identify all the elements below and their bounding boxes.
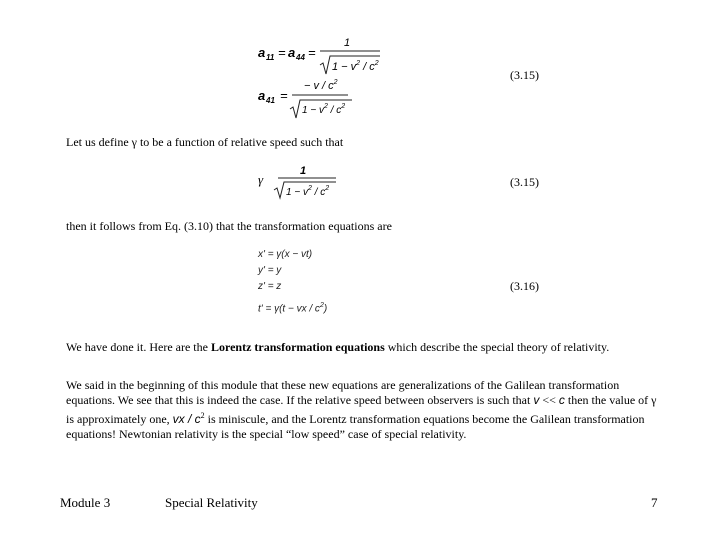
eq-y-prime: y' = y xyxy=(258,265,282,276)
a11-symbol: a xyxy=(258,45,266,60)
equation-a41 xyxy=(256,78,386,120)
a44-symbol: a xyxy=(288,45,296,60)
galilean-line-3: is approximately one, vx / $c^2$ is miniscule, and the Lorentz transformation equations become the Galilean transformation xyxy=(66,411,645,426)
galilean-line-4: equations! Newtonian relativity is the special “low speed” case of special relativity. xyxy=(66,427,467,441)
paragraph-lorentz: We have done it. Here are the Lorentz transformation equations which describe the special theory of relativity. xyxy=(66,340,610,354)
paragraph-follows: then it follows from Eq. (3.10) that the transformation equations are xyxy=(66,219,392,233)
equation-gamma-graphic xyxy=(256,160,356,200)
equation-number-315b: (3.15) xyxy=(510,175,539,189)
paragraph-galilean xyxy=(66,378,686,442)
eq-z-prime: z' = z xyxy=(258,281,282,292)
equation-a11-a44 xyxy=(256,34,386,78)
transformation-equations xyxy=(258,247,378,327)
a41-symbol: a xyxy=(258,88,266,103)
equation-a41-graphic xyxy=(256,78,386,120)
gamma-symbol: γ xyxy=(258,172,264,187)
numerator-one: 1 xyxy=(344,37,351,49)
sqrt-content-gamma: $1 - v^2 / c^2$ xyxy=(286,185,330,198)
svg-text:=: = xyxy=(278,45,286,60)
paragraph-define-gamma: Let us define γ to be a function of relative speed such that xyxy=(66,135,344,149)
equation-gamma xyxy=(256,160,356,200)
svg-text:=: = xyxy=(308,45,316,60)
a44-subscript: 44 xyxy=(296,53,305,62)
equation-number-316: (3.16) xyxy=(510,279,539,293)
numerator-minus-v: − v / $c^2$ xyxy=(304,79,338,92)
a41-subscript: 41 xyxy=(266,96,275,105)
footer-title: Special Relativity xyxy=(165,495,258,510)
footer-page-number: 7 xyxy=(651,495,658,510)
equation-a11-a44-graphic xyxy=(256,34,386,78)
a11-subscript: 11 xyxy=(266,53,275,62)
footer-module: Module 3 xyxy=(60,495,111,510)
galilean-line-1: We said in the beginning of this module that these new equations are generalizations of the Galilean transformation xyxy=(66,378,620,392)
sqrt-content-1: $1 - v^2 / c^2$ xyxy=(332,60,379,73)
gamma-numerator: 1 xyxy=(300,165,307,177)
svg-text:=: = xyxy=(280,88,288,103)
eq-x-prime: x' = γ(x − vt) xyxy=(258,249,313,260)
lorentz-bold: Lorentz transformation equations xyxy=(210,340,385,354)
eq-t-prime: t' = γ(t − vx / $c^2$) xyxy=(258,302,328,315)
equation-number-315a: (3.15) xyxy=(510,68,539,82)
sqrt-content-2: $1 - v^2 / c^2$ xyxy=(302,103,346,116)
galilean-line-2: equations. We see that this is indeed the case. If the relative speed between observers is such that v << c then the value of γ xyxy=(66,393,657,407)
